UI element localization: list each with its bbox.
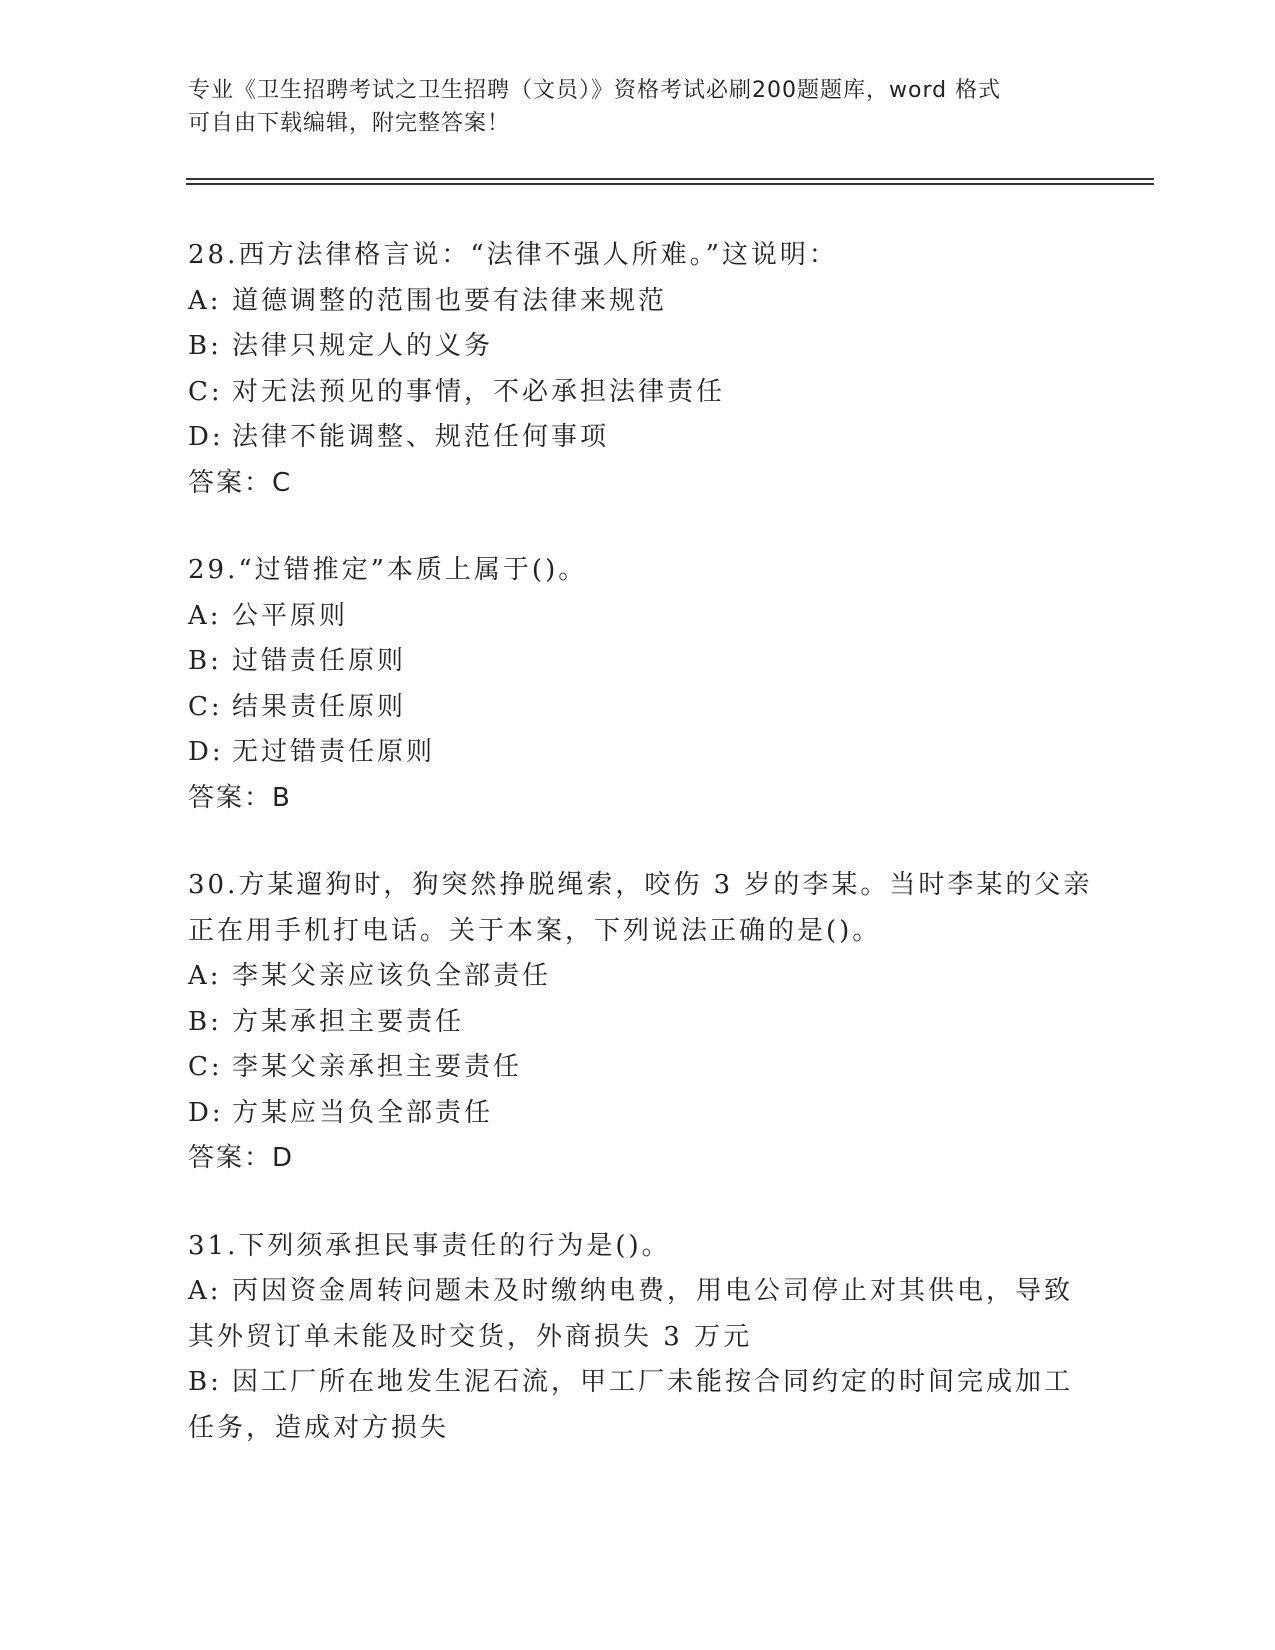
- option-text: 公平原则: [232, 600, 349, 631]
- answer-line: 答案：D: [188, 1143, 295, 1173]
- option-text: 道德调整的范围也要有法律来规范: [232, 285, 668, 316]
- option-text: 李某父亲承担主要责任: [232, 1052, 523, 1082]
- option-text: 无过错责任原则: [232, 737, 436, 767]
- option-label: B:: [188, 1367, 222, 1397]
- option-label: C:: [188, 691, 223, 722]
- option-a: [188, 954, 1088, 1000]
- option-c: [188, 685, 1088, 731]
- option-text: 方某应当负全部责任: [232, 1097, 494, 1128]
- question-text-continued: 正在用手机打电话。关于本案，下列说法正确的是()。: [188, 915, 882, 946]
- header-divider-bottom: [186, 183, 1154, 185]
- option-text: 对无法预见的事情，不必承担法律责任: [232, 376, 726, 407]
- answer-line: 答案：C: [188, 467, 293, 498]
- option-d: [188, 1091, 1088, 1137]
- option-text: 方某承担主要责任: [232, 1006, 465, 1037]
- question-text: 31.下列须承担民事责任的行为是()。: [188, 1230, 671, 1261]
- question-text: 29.“过错推定”本质上属于()。: [188, 555, 588, 585]
- option-text: 李某父亲应该负全部责任: [232, 961, 552, 991]
- header-divider-top: [186, 178, 1154, 180]
- question-text: 28.西方法律格言说：“法律不强人所难。”这说明：: [188, 240, 838, 270]
- option-d: [188, 730, 1088, 776]
- question-list: [188, 233, 1093, 1493]
- option-c: [188, 1045, 1088, 1091]
- option-label: C:: [188, 376, 223, 407]
- option-label: B:: [188, 1006, 222, 1037]
- option-text: 法律不能调整、规范任何事项: [232, 422, 610, 452]
- question-31: [188, 1224, 1088, 1452]
- option-label: D:: [188, 422, 224, 452]
- option-a: [188, 279, 1088, 325]
- option-text: 丙因资金周转问题未及时缴纳电费，用电公司停止对其供电，导致: [232, 1276, 1074, 1306]
- option-label: A:: [188, 285, 222, 316]
- option-label: C:: [188, 1052, 223, 1082]
- option-text: 法律只规定人的义务: [232, 331, 494, 361]
- option-b-continued: 任务，造成对方损失: [188, 1412, 450, 1443]
- option-a-continued: 其外贸订单未能及时交货，外商损失 3 万元: [188, 1321, 753, 1352]
- option-label: D:: [188, 737, 224, 767]
- header-line-2: 可自由下载编辑，附完整答案！: [188, 111, 511, 136]
- option-b: [188, 1360, 1088, 1406]
- option-b: [188, 324, 1088, 370]
- option-c: [188, 370, 1088, 416]
- option-text: 过错责任原则: [232, 646, 407, 676]
- option-label: D:: [188, 1097, 224, 1128]
- question-28: [188, 233, 1088, 506]
- option-text: 因工厂所在地发生泥石流，甲工厂未能按合同约定的时间完成加工: [232, 1367, 1074, 1397]
- option-text: 结果责任原则: [232, 691, 407, 722]
- option-label: B:: [188, 646, 222, 676]
- question-29: [188, 548, 1088, 821]
- option-a: [188, 594, 1088, 640]
- question-30: [188, 863, 1093, 1182]
- option-b: [188, 1000, 1088, 1046]
- option-a: [188, 1269, 1088, 1315]
- answer-line: 答案：B: [188, 782, 292, 813]
- option-label: A:: [188, 600, 222, 631]
- option-b: [188, 639, 1088, 685]
- option-label: B:: [188, 331, 222, 361]
- question-text: 30.方某遛狗时，狗突然挣脱绳索，咬伤 3 岁的李某。当时李某的父亲: [188, 870, 1093, 900]
- option-d: [188, 415, 1088, 461]
- option-label: A:: [188, 1276, 222, 1306]
- header-line-1: 专业《卫生招聘考试之卫生招聘（文员）》资格考试必刷200题题库，word 格式: [188, 78, 1002, 103]
- option-label: A:: [188, 961, 222, 991]
- document-header: [188, 74, 1088, 140]
